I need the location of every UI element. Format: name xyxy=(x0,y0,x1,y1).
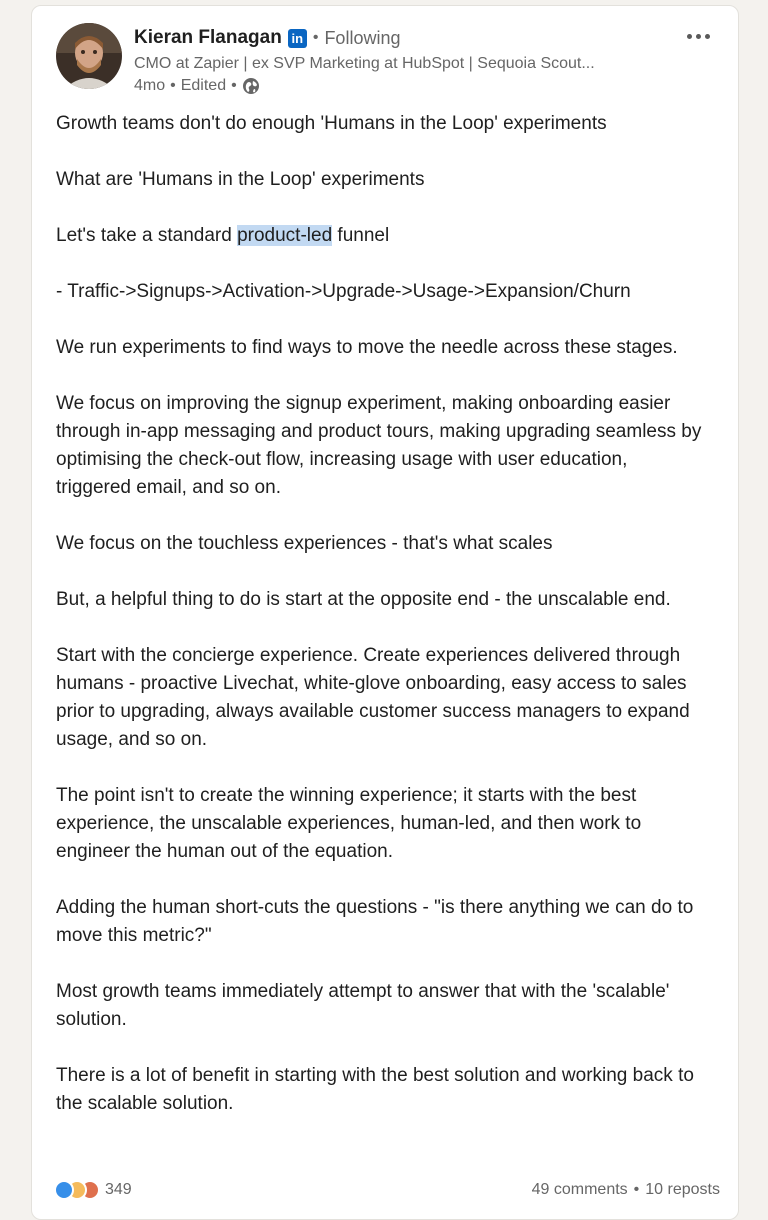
reactions-summary[interactable] xyxy=(54,1180,132,1200)
separator-dot: • xyxy=(633,1181,640,1198)
reposts-count-link[interactable]: 10 reposts xyxy=(645,1181,720,1198)
post-paragraph: We run experiments to find ways to move the needle across these stages. xyxy=(56,337,678,358)
separator-dot: • xyxy=(231,77,237,94)
linkedin-icon: in xyxy=(288,29,307,48)
post-paragraph: We focus on improving the signup experiment, making onboarding easier through in-app messaging and product tours, making upgrading seamless by optimising the check-out flow, increasing usage with user education, triggered email, and so on. xyxy=(56,393,702,498)
post-paragraph: Adding the human short-cuts the questions - "is there anything we can do to move this metric?" xyxy=(56,897,694,946)
post-paragraph: Start with the concierge experience. Create experiences delivered through humans - proactive Livechat, white-glove onboarding, easy access to sales prior to upgrading, always available customer success managers to expand usage, and so on. xyxy=(56,645,690,750)
post-body xyxy=(56,110,706,1146)
more-icon-dot xyxy=(696,34,701,39)
engagement-counts xyxy=(532,1181,720,1199)
post-time: 4mo xyxy=(134,77,166,94)
post-paragraph: Growth teams don't do enough 'Humans in the Loop' experiments xyxy=(56,113,607,134)
name-row xyxy=(134,25,648,51)
author-headline: CMO at Zapier | ex SVP Marketing at HubSpot | Sequoia Scout... xyxy=(134,55,595,72)
author-block xyxy=(134,25,648,97)
following-status[interactable]: Following xyxy=(324,27,401,48)
post-paragraph xyxy=(56,222,706,250)
post-paragraph: But, a helpful thing to do is start at the opposite end - the unscalable end. xyxy=(56,589,671,610)
more-options-button[interactable] xyxy=(680,24,716,48)
post-paragraph: There is a lot of benefit in starting with the best solution and working back to the scalable solution. xyxy=(56,1065,694,1114)
globe-icon xyxy=(242,77,260,95)
more-icon-dot xyxy=(687,34,692,39)
post-paragraph: What are 'Humans in the Loop' experiments xyxy=(56,169,425,190)
social-counts-bar xyxy=(54,1180,720,1200)
reaction-count[interactable]: 349 xyxy=(105,1181,132,1198)
edited-label: Edited xyxy=(180,77,227,94)
separator-dot: • xyxy=(312,29,319,46)
post-paragraph: Most growth teams immediately attempt to answer that with the 'scalable' solution. xyxy=(56,981,670,1030)
post-paragraph: The point isn't to create the winning experience; it starts with the best experience, the unscalable experiences, human-led, and then work to engineer the human out of the equation. xyxy=(56,785,642,862)
like-icon xyxy=(54,1180,74,1200)
post-card xyxy=(31,5,739,1220)
comments-count-link[interactable]: 49 comments xyxy=(531,1181,628,1198)
post-text: Let's take a standard xyxy=(56,225,238,246)
avatar-image xyxy=(56,23,122,89)
post-paragraph: - Traffic->Signups->Activation->Upgrade->Usage->Expansion/Churn xyxy=(56,281,631,302)
more-icon-dot xyxy=(705,34,710,39)
author-name[interactable]: Kieran Flanagan xyxy=(134,27,282,48)
post-text: funnel xyxy=(332,225,390,246)
post-paragraph: We focus on the touchless experiences - that's what scales xyxy=(56,533,553,554)
post-meta xyxy=(134,75,648,97)
separator-dot: • xyxy=(170,77,176,94)
avatar[interactable] xyxy=(56,23,122,89)
highlighted-text: product-led xyxy=(237,225,333,246)
